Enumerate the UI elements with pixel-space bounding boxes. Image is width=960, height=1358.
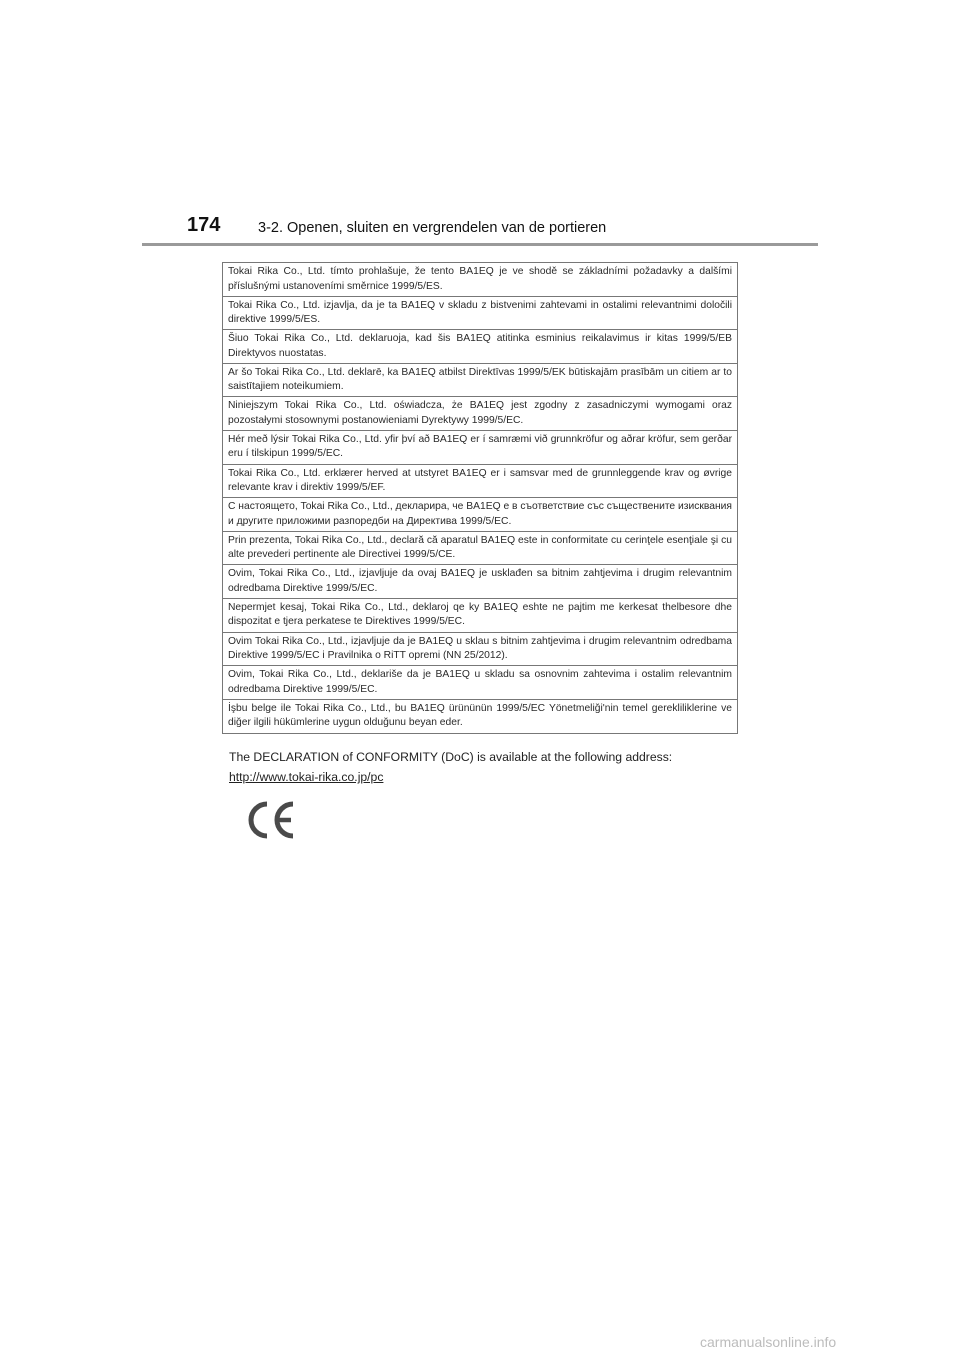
declaration-row-icelandic: Hér með lýsir Tokai Rika Co., Ltd. yfir því að BA1EQ er í samræmi við grunnkröfur og aðrar kröfur, sem gerðar eru í tilskipun 1999/5/EC. bbox=[223, 431, 737, 465]
declaration-row-bosnian: Ovim, Tokai Rika Co., Ltd., izjavljuje da ovaj BA1EQ je usklađen sa bitnim zahtjevima i drugim relevantnim odredbama Direktive 1999/5/EC. bbox=[223, 565, 737, 599]
declaration-row-turkish: İşbu belge ile Tokai Rika Co., Ltd., bu BA1EQ ürününün 1999/5/EC Yönetmeliği'nin temel gerekliliklerine ve diğer ilgili hükümlerine uygun olduğunu beyan eder. bbox=[228, 702, 732, 729]
header-divider bbox=[142, 243, 818, 246]
declaration-row-serbian: Ovim, Tokai Rika Co., Ltd., deklariše da je BA1EQ u skladu sa osnovnim zahtevima i ostalim relevantnim odredbama Direktive 1999/5/EC. bbox=[223, 666, 737, 700]
declaration-row-lithuanian: Šiuo Tokai Rika Co., Ltd. deklaruoja, kad šis BA1EQ atitinka esminius reikalavimus ir kitas 1999/5/EB Direktyvos nuostatas. bbox=[223, 330, 737, 364]
declaration-row-czech: Tokai Rika Co., Ltd. tímto prohlašuje, že tento BA1EQ je ve shodě se základními požadavky a dalšími příslušnými ustanoveními směrnice 1999/5/ES. bbox=[223, 263, 737, 297]
declaration-row-romanian: Prin prezenta, Tokai Rika Co., Ltd., declară că aparatul BA1EQ este in conformitate cu cerinţele esenţiale şi cu alte prevederi pertinente ale Directivei 1999/5/CE. bbox=[223, 532, 737, 566]
declaration-row-slovenian: Tokai Rika Co., Ltd. izjavlja, da je ta BA1EQ v skladu z bistvenimi zahtevami in ostalimi relevantnimi določili direktive 1999/5/ES. bbox=[223, 297, 737, 331]
declaration-row-bulgarian: С настоящето, Tokai Rika Co., Ltd., декларира, че BA1EQ е в съответствие със съществените изисквания и другите приложими разпоредби на Директива 1999/5/ЕС. bbox=[223, 498, 737, 532]
doc-availability-text: The DECLARATION of CONFORMITY (DoC) is available at the following address: bbox=[229, 750, 673, 764]
section-title: 3-2. Openen, sluiten en vergrendelen van de portieren bbox=[258, 220, 607, 236]
declaration-row-polish: Niniejszym Tokai Rika Co., Ltd. oświadcza, że BA1EQ jest zgodny z zasadniczymi wymogami oraz pozostałymi stosownymi postanowieniami Dyrektywy 1999/5/EC. bbox=[223, 397, 737, 431]
doc-url-link[interactable]: http://www.tokai-rika.co.jp/pc bbox=[229, 770, 384, 784]
declaration-table bbox=[222, 262, 738, 734]
page-number: 174 bbox=[187, 214, 221, 236]
ce-mark-icon bbox=[246, 800, 298, 845]
declaration-row-norwegian: Tokai Rika Co., Ltd. erklærer herved at utstyret BA1EQ er i samsvar med de grunnleggende krav og øvrige relevante krav i direktiv 1999/5/EF. bbox=[223, 465, 737, 499]
declaration-row-albanian: Nepermjet kesaj, Tokai Rika Co., Ltd., deklaroj qe ky BA1EQ eshte ne pajtim me kerkesat thelbesore dhe dispozitat e tjera perkatese te Direktives 1999/5/EC. bbox=[223, 599, 737, 633]
declaration-row-croatian: Ovim Tokai Rika Co., Ltd., izjavljuje da je BA1EQ u sklau s bitnim zahtjevima i drugim relevantnim odredbama Direktive 1999/5/EC i Pravilnika o RiTT opremi (NN 25/2012). bbox=[223, 633, 737, 667]
watermark: carmanualsonline.info bbox=[700, 1334, 837, 1350]
declaration-row-latvian: Ar šo Tokai Rika Co., Ltd. deklarē, ka BA1EQ atbilst Direktīvas 1999/5/EK būtiskajām prasībām un citiem ar to saistītajiem noteikumiem. bbox=[223, 364, 737, 398]
